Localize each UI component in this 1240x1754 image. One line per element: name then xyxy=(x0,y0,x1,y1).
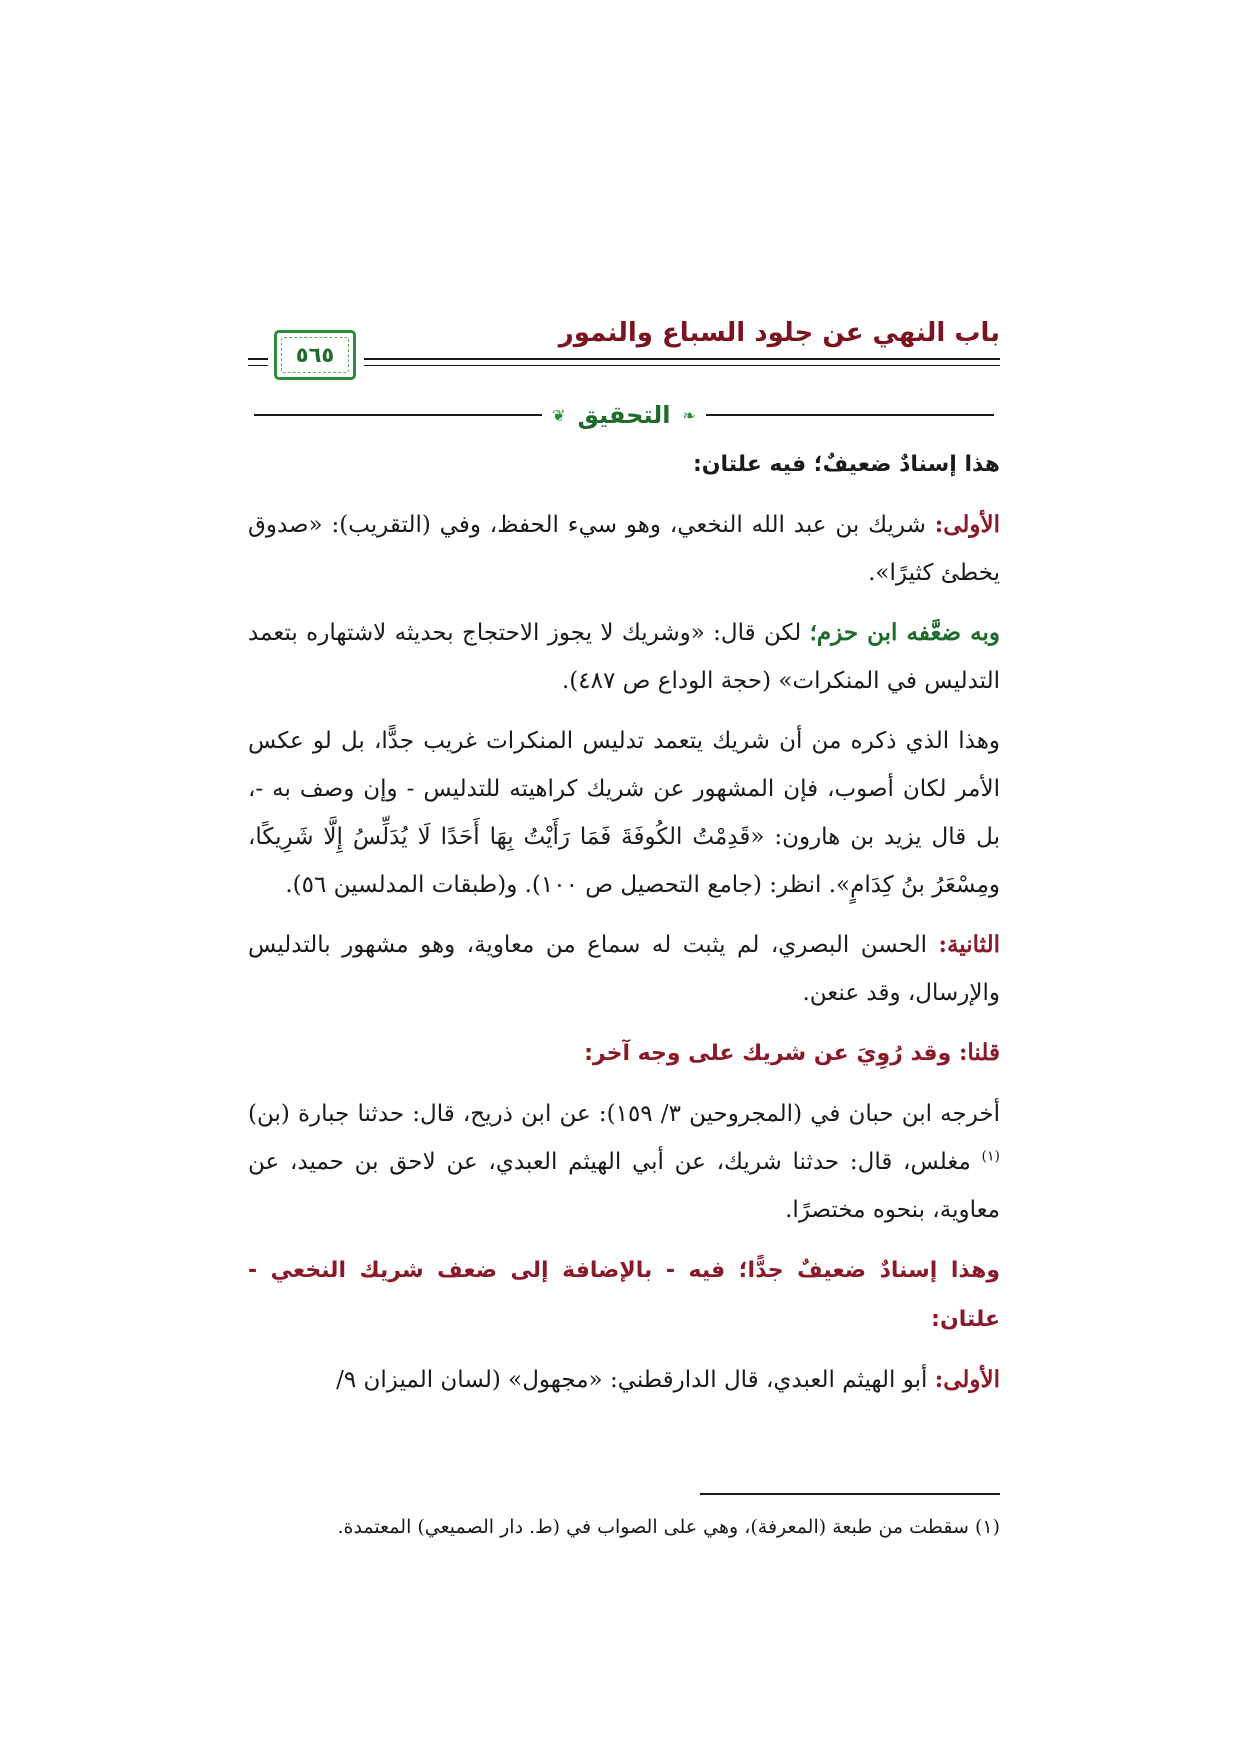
paragraph-text: أخرجه ابن حبان في (المجروحين ٣/ ١٥٩): عن ابن ذريح، قال: حدثنا جبارة (بن) xyxy=(248,1101,1001,1127)
main-text xyxy=(248,440,1000,1416)
paragraph xyxy=(248,1356,1000,1404)
paragraph-lead: الأولى: xyxy=(934,511,1000,538)
page-header xyxy=(248,318,1000,388)
paragraph-text: مغلس، قال: حدثنا شريك، عن أبي الهيثم العبدي، عن لاحق بن حميد، عن معاوية، بنحوه مختصرًا. xyxy=(248,1149,1000,1223)
footnote-number: (١) xyxy=(974,1516,1000,1538)
paragraph xyxy=(248,609,1000,705)
paragraph-text: أبو الهيثم العبدي، قال الدارقطني: «مجهول» (لسان الميزان ٩/ xyxy=(336,1367,935,1393)
footnote-reference[interactable]: (١) xyxy=(981,1148,1000,1165)
paragraph-lead: قلنا: xyxy=(958,1039,1000,1066)
section-title: التحقيق xyxy=(577,401,671,429)
header-rule-thin xyxy=(364,365,1000,366)
page-number: ٥٦٥ xyxy=(295,343,335,367)
paragraph xyxy=(248,501,1000,597)
footnote xyxy=(248,1512,1000,1542)
header-rule xyxy=(364,358,1000,360)
paragraph-heading: هذا إسنادٌ ضعيفٌ؛ فيه علتان: xyxy=(692,452,1000,477)
header-rule-left-thin xyxy=(248,365,268,366)
running-title: باب النهي عن جلود السباع والنمور xyxy=(558,318,1000,348)
paragraph-text: الحسن البصري، لم يثبت له سماع من معاوية، وهو مشهور بالتدليس والإرسال، وقد عنعن. xyxy=(248,932,1000,1006)
divider-line xyxy=(706,414,994,416)
paragraph xyxy=(248,1090,1000,1234)
paragraph-lead: الثانية: xyxy=(938,931,1000,958)
paragraph xyxy=(248,440,1000,489)
paragraph xyxy=(248,1246,1000,1344)
ornament-icon: ❦ xyxy=(552,405,566,425)
page-number-badge xyxy=(274,330,356,380)
paragraph-heading: وقد رُوِيَ عن شريك على وجه آخر: xyxy=(584,1041,959,1066)
divider-line xyxy=(254,414,542,416)
ornament-icon: ❧ xyxy=(682,405,696,425)
paragraph xyxy=(248,717,1000,909)
footnote-text: سقطت من طبعة (المعرفة)، وهي على الصواب في (ط. دار الصميعي) المعتمدة. xyxy=(337,1516,975,1538)
paragraph-text: وهذا الذي ذكره من أن شريك يتعمد تدليس المنكرات غريب جدًّا، بل لو عكس الأمر لكان أصوب، فإن المشهور عن شريك كراهيته للتدليس - وإن وصف به -، بل قال يزيد بن هارون: «قَدِمْتُ الكُوفَةَ فَمَا رَأَيْتُ بِهَا أَحَدًا لَا يُدَلِّسُ إِلَّا شَرِيكًا، ومِسْعَرُ بنُ كِدَامٍ». انظر: (جامع التحصيل ص ١٠٠). و(طبقات المدلسين ٥٦). xyxy=(248,728,1000,898)
paragraph-lead: وبه ضعَّفه ابن حزم؛ xyxy=(809,619,1000,646)
header-rule-left xyxy=(248,358,268,360)
paragraph-text: شريك بن عبد الله النخعي، وهو سيء الحفظ، وفي (التقريب): «صدوق يخطئ كثيرًا». xyxy=(248,512,1000,586)
paragraph-text: لكن قال: «وشريك لا يجوز الاحتجاج بحديثه لاشتهاره بتعمد التدليس في المنكرات» (حجة الوداع ص ٤٨٧). xyxy=(248,620,1000,694)
paragraph xyxy=(248,1029,1000,1078)
paragraph-heading: وهذا إسنادٌ ضعيفٌ جدًّا؛ فيه - بالإضافة إلى ضعف شريك النخعي - علتان: xyxy=(248,1258,1000,1332)
section-divider xyxy=(248,398,1000,432)
paragraph xyxy=(248,921,1000,1017)
footnote-rule xyxy=(700,1493,1000,1495)
paragraph-lead: الأولى: xyxy=(934,1366,1000,1393)
